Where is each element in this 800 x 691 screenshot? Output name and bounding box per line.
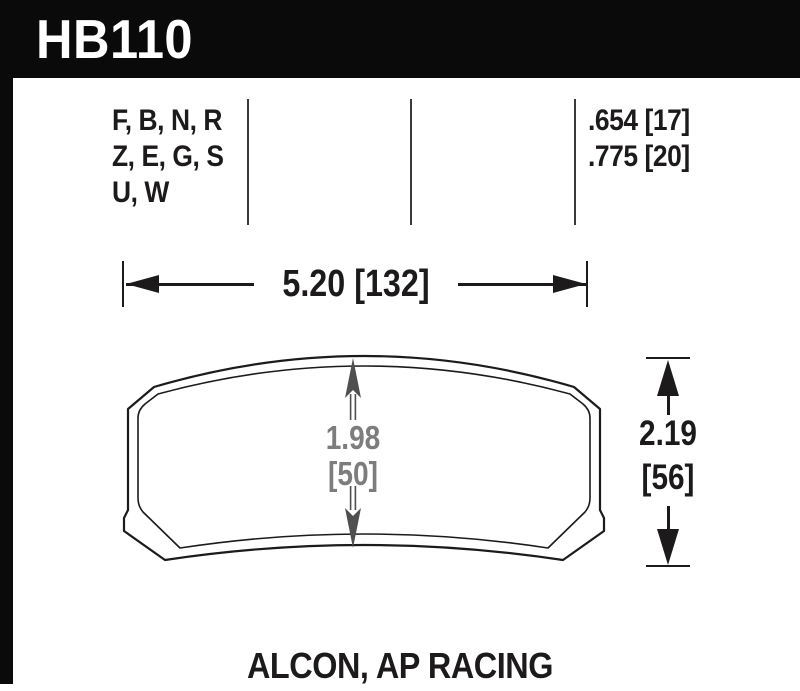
compound-codes-list <box>112 103 223 211</box>
applications-label: ALCON, AP RACING <box>246 645 553 686</box>
height-dim-shaft-bottom <box>667 506 670 530</box>
left-edge-strip <box>0 0 13 684</box>
compound-code-line: F, B, N, R <box>112 104 223 137</box>
height-dim-tick-top <box>646 357 690 359</box>
width-dimension-label: 5.20 [132] <box>254 262 458 306</box>
arrow-left-icon <box>126 275 159 293</box>
width-dim-tick-left <box>122 261 124 307</box>
center-dimension-label <box>294 421 413 490</box>
thickness-value-line: .775 [20] <box>588 140 690 173</box>
height-dim-shaft-top <box>667 395 670 415</box>
spec-divider-line <box>574 99 576 225</box>
center-dim-inches: 1.98 <box>325 419 381 456</box>
spec-divider-line <box>247 99 249 225</box>
height-dim-inches: 2.19 <box>639 414 697 453</box>
arrow-right-icon <box>553 275 586 293</box>
center-dim-arrow-up-icon <box>345 358 361 398</box>
part-number-title: HB110 <box>36 8 194 70</box>
pad-thickness-values <box>588 103 690 175</box>
arrow-down-icon <box>657 529 679 565</box>
height-dim-tick-bottom <box>646 565 690 567</box>
arrow-up-icon <box>657 360 679 396</box>
thickness-value-line: .654 [17] <box>588 104 690 137</box>
height-dim-mm: [56] <box>641 458 695 497</box>
center-dim-mm: [50] <box>328 455 378 492</box>
height-dimension-label <box>609 416 728 495</box>
width-dim-tick-right <box>586 261 588 307</box>
compound-code-line: U, W <box>112 176 169 209</box>
center-dim-arrow-down-icon <box>345 508 361 548</box>
compound-code-line: Z, E, G, S <box>112 140 224 173</box>
header-bar <box>0 0 800 78</box>
spec-divider-line <box>410 99 412 225</box>
